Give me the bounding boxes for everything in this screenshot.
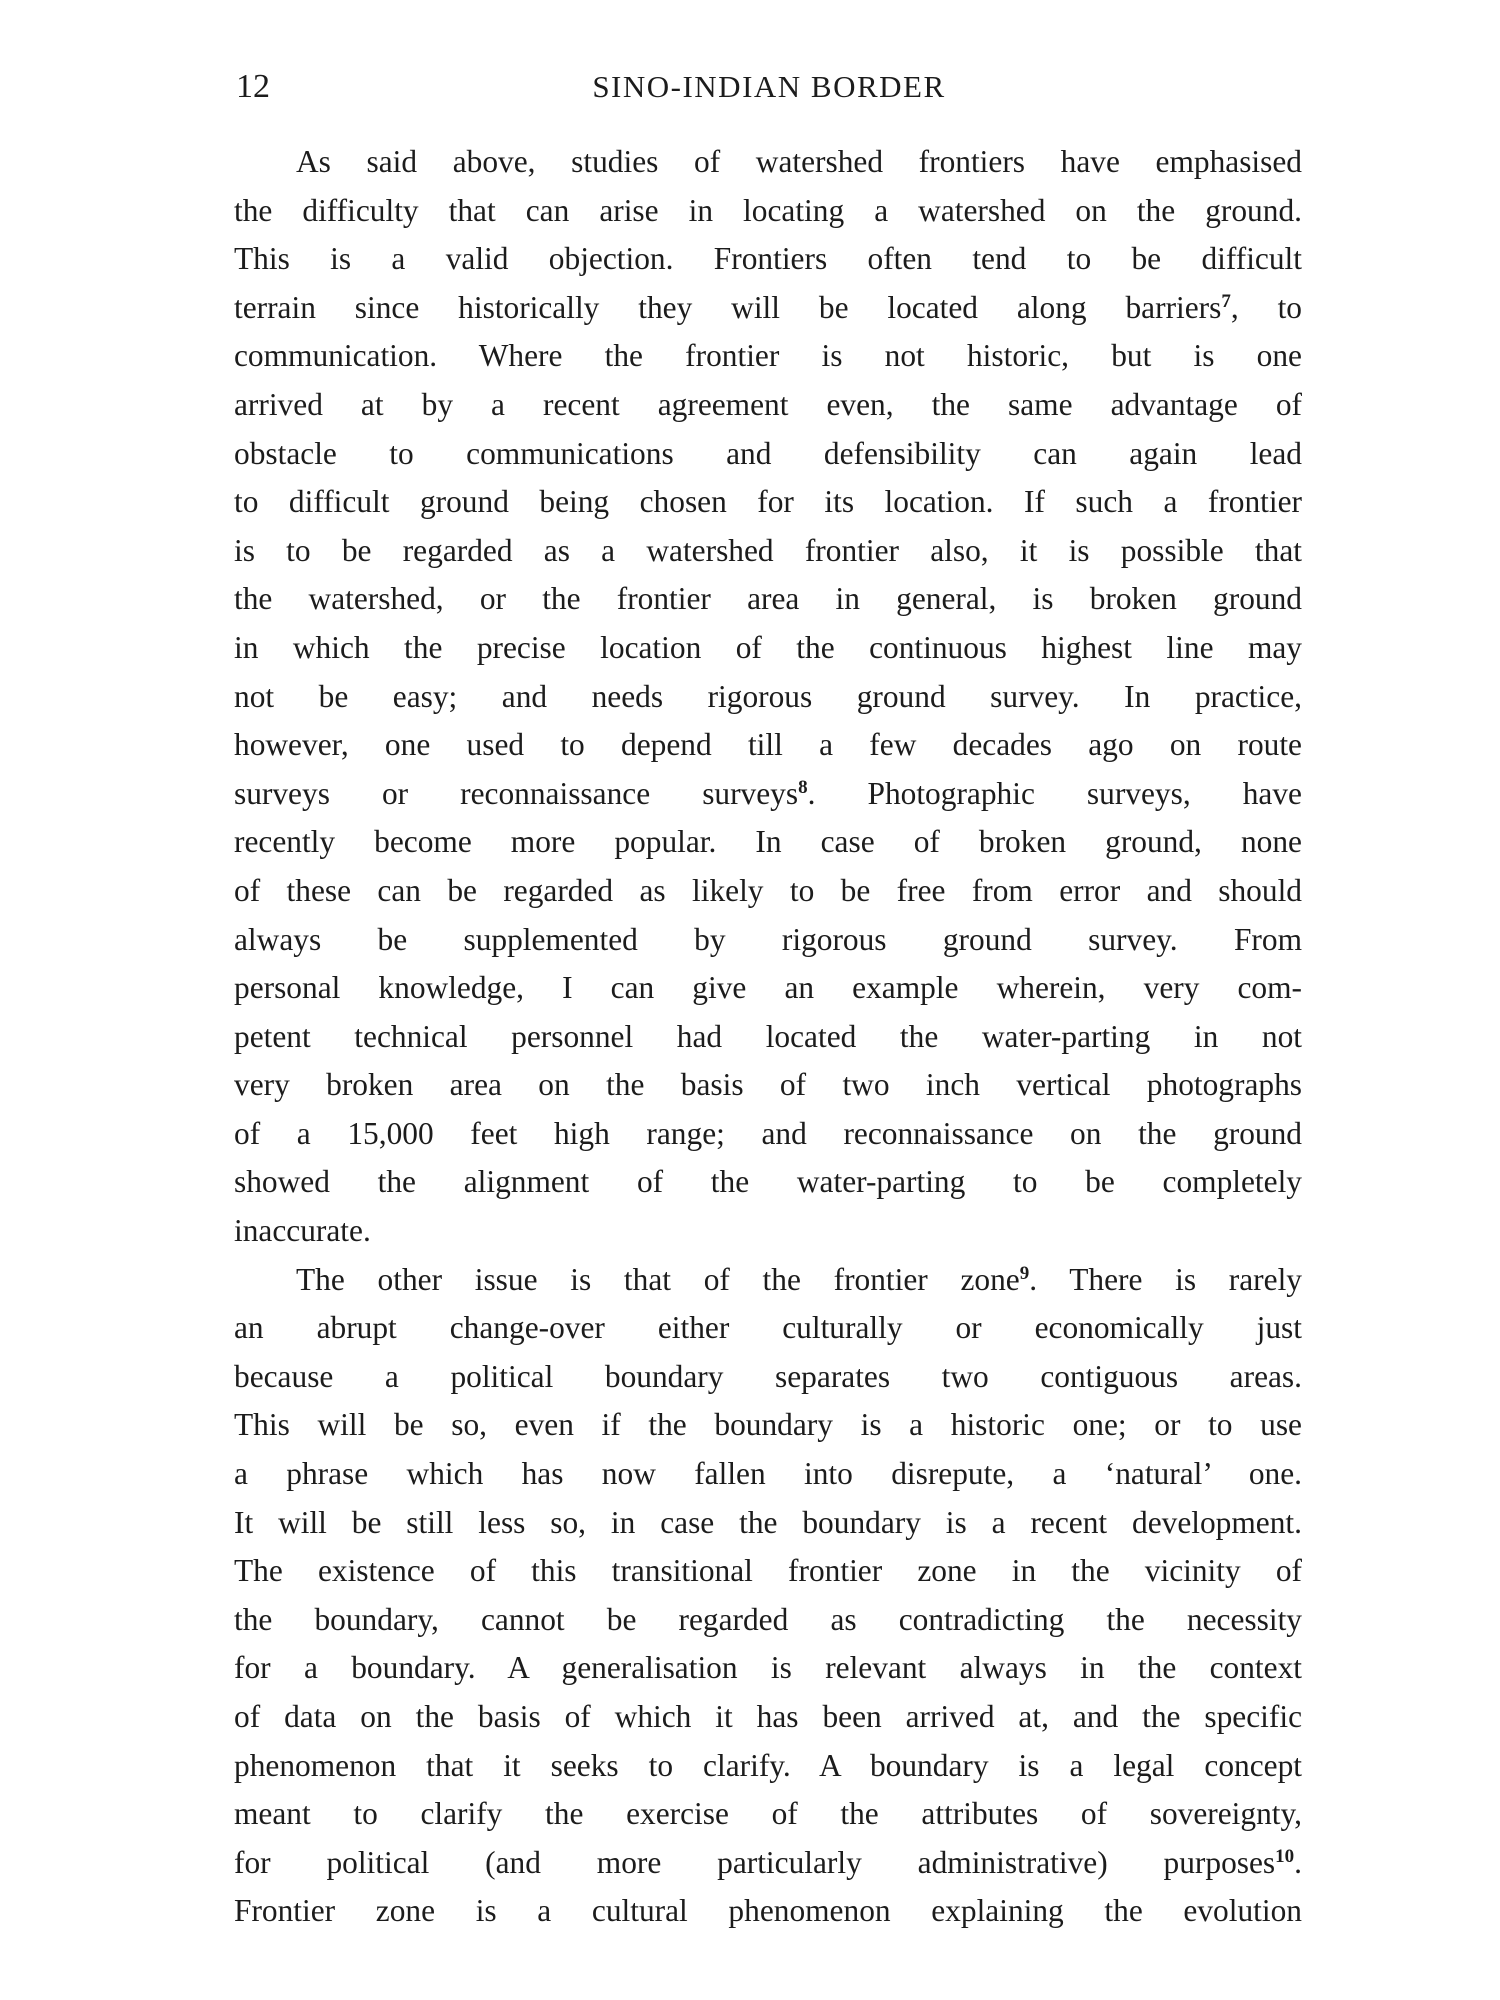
text-line: because a political boundary separates two contiguous areas. bbox=[234, 1358, 1302, 1394]
text-line: of data on the basis of which it has been arrived at, and the specific bbox=[234, 1699, 1302, 1734]
text-segment: for political (and more particularly administrative) purposes bbox=[234, 1844, 1276, 1880]
text-line: always be supplemented by rigorous ground survey. From bbox=[234, 921, 1302, 957]
text-segment: surveys or reconnaissance surveys bbox=[234, 775, 799, 811]
text-segment: , to bbox=[1230, 289, 1302, 325]
text-line: the difficulty that can arise in locating a watershed on the ground. bbox=[234, 192, 1302, 228]
text-line: however, one used to depend till a few decades ago on route bbox=[234, 727, 1302, 763]
footnote-ref-10: 10 bbox=[1275, 1845, 1295, 1867]
text-line: the watershed, or the frontier area in general, is broken ground bbox=[234, 581, 1302, 617]
text-line bbox=[234, 284, 1302, 333]
text-line bbox=[234, 1256, 1302, 1305]
text-line: recently become more popular. In case of broken ground, none bbox=[234, 824, 1302, 860]
text-line: petent technical personnel had located the water-parting in not bbox=[234, 1018, 1302, 1054]
text-line: arrived at by a recent agreement even, the same advantage of bbox=[234, 386, 1302, 422]
running-title: SINO-INDIAN BORDER bbox=[592, 69, 946, 104]
text-segment: . There is rarely bbox=[1029, 1261, 1302, 1297]
text-line: showed the alignment of the water-parting to be completely bbox=[234, 1164, 1302, 1200]
text-line: to difficult ground being chosen for its location. If such a frontier bbox=[234, 484, 1302, 520]
text-line: phenomenon that it seeks to clarify. A boundary is a legal concept bbox=[234, 1747, 1302, 1783]
text-line: of a 15,000 feet high range; and reconnaissance on the ground bbox=[234, 1115, 1302, 1151]
footnote-ref-9: 9 bbox=[1019, 1262, 1030, 1284]
text-line: the boundary, cannot be regarded as contradicting the necessity bbox=[234, 1601, 1302, 1637]
text-segment: terrain since historically they will be located along barriers bbox=[234, 289, 1222, 325]
text-line: is to be regarded as a watershed frontier also, it is possible that bbox=[234, 532, 1302, 568]
text-line: The existence of this transitional frontier zone in the vicinity of bbox=[234, 1553, 1302, 1589]
text-line: communication. Where the frontier is not historic, but is one bbox=[234, 338, 1302, 374]
footnote-ref-7: 7 bbox=[1221, 290, 1231, 312]
text-line: personal knowledge, I can give an example wherein, very com- bbox=[234, 970, 1302, 1006]
text-line bbox=[234, 1839, 1302, 1888]
text-line: Frontier zone is a cultural phenomenon explaining the evolution bbox=[234, 1893, 1302, 1929]
text-line: This is a valid objection. Frontiers often tend to be difficult bbox=[234, 241, 1302, 277]
text-line: meant to clarify the exercise of the attributes of sovereignty, bbox=[234, 1796, 1302, 1832]
text-line: for a boundary. A generalisation is relevant always in the context bbox=[234, 1650, 1302, 1686]
text-line: This will be so, even if the boundary is a historic one; or to use bbox=[234, 1407, 1302, 1443]
text-segment: . Photographic surveys, have bbox=[807, 775, 1302, 811]
text-line: inaccurate. bbox=[234, 1213, 371, 1249]
text-line: obstacle to communications and defensibility can again lead bbox=[234, 435, 1302, 471]
text-line: As said above, studies of watershed frontiers have emphasised bbox=[296, 144, 1302, 179]
running-head bbox=[236, 62, 1302, 112]
text-segment: The other issue is that of the frontier zone bbox=[296, 1261, 1020, 1297]
footnote-ref-8: 8 bbox=[798, 776, 808, 798]
text-line: a phrase which has now fallen into disrepute, a ‘natural’ one. bbox=[234, 1456, 1302, 1492]
text-line: of these can be regarded as likely to be free from error and should bbox=[234, 872, 1302, 908]
text-line: It will be still less so, in case the boundary is a recent development. bbox=[234, 1504, 1302, 1540]
text-line bbox=[234, 770, 1302, 819]
text-line: an abrupt change-over either culturally or economically just bbox=[234, 1310, 1302, 1346]
text-line: not be easy; and needs rigorous ground survey. In practice, bbox=[234, 678, 1302, 714]
text-segment: . bbox=[1294, 1844, 1302, 1880]
text-line: in which the precise location of the continuous highest line may bbox=[234, 629, 1302, 665]
text-line: very broken area on the basis of two inch vertical photographs bbox=[234, 1067, 1302, 1103]
page-number: 12 bbox=[236, 68, 270, 105]
body-text bbox=[234, 138, 1302, 1936]
